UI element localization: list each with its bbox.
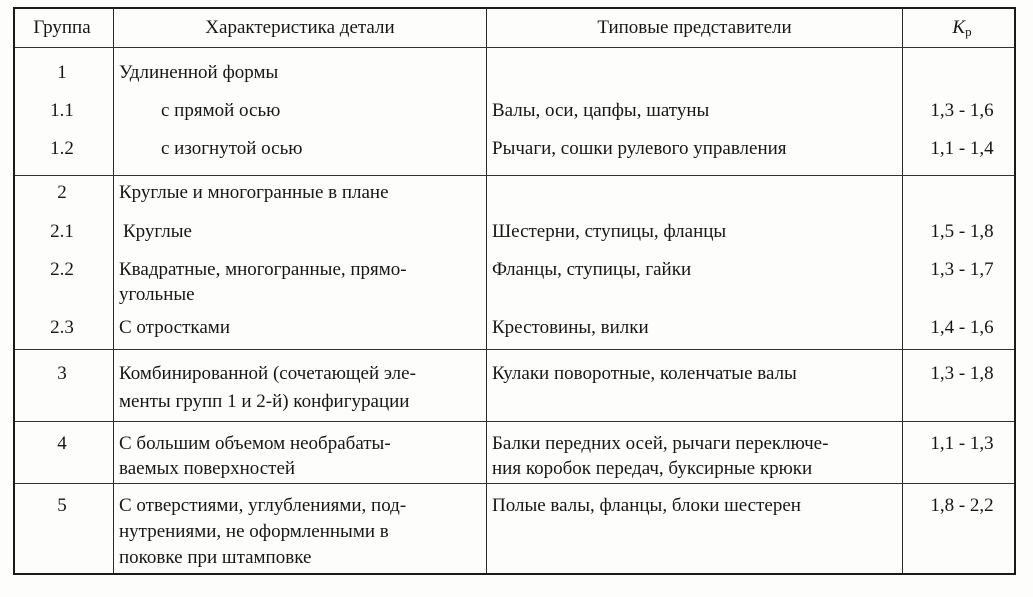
header-k-subscript: р xyxy=(965,24,972,39)
row-characteristic: С большим объемом необрабаты- xyxy=(119,433,391,454)
row-number: 1 xyxy=(57,62,67,83)
table-section-5 xyxy=(15,483,1014,573)
row-characteristic: Удлиненной формы xyxy=(119,62,279,83)
row-coefficient: 1,5 - 1,8 xyxy=(930,221,994,242)
header-k-symbol: K xyxy=(952,17,966,38)
row-representatives: Валы, оси, цапфы, шатуны xyxy=(492,100,710,121)
row-representatives: Крестовины, вилки xyxy=(492,317,649,338)
row-characteristic-cont: нутрениями, не оформленными в xyxy=(119,521,389,542)
header-characteristic: Характеристика детали xyxy=(205,17,395,38)
data-table xyxy=(13,7,1016,575)
row-characteristic: с изогнутой осью xyxy=(161,138,303,159)
row-coefficient: 1,3 - 1,6 xyxy=(930,100,994,121)
row-coefficient: 1,1 - 1,4 xyxy=(930,138,994,159)
row-representatives: Балки передних осей, рычаги переключе- xyxy=(492,433,829,454)
row-characteristic: Круглые xyxy=(123,221,192,242)
row-number: 2.1 xyxy=(50,221,74,242)
row-representatives: Шестерни, ступицы, фланцы xyxy=(492,221,727,242)
row-coefficient: 1,4 - 1,6 xyxy=(930,317,994,338)
row-coefficient: 1,3 - 1,7 xyxy=(930,259,994,280)
row-characteristic: Квадратные, многогранные, прямо- xyxy=(119,259,407,280)
row-characteristic: с прямой осью xyxy=(161,100,281,121)
table-section-3 xyxy=(15,349,1014,422)
row-characteristic-cont: угольные xyxy=(119,284,195,305)
row-characteristic: Комбинированной (сочетающей эле- xyxy=(119,363,416,384)
table-section-4 xyxy=(15,421,1014,484)
row-characteristic-cont: поковке при штамповке xyxy=(119,547,312,568)
row-number: 2.2 xyxy=(50,259,74,280)
table-section-2 xyxy=(15,175,1014,350)
row-number: 2.3 xyxy=(50,317,74,338)
row-characteristic: Круглые и многогранные в плане xyxy=(119,182,389,203)
table-section-1 xyxy=(15,47,1014,176)
row-representatives: Полые валы, фланцы, блоки шестерен xyxy=(492,495,801,516)
row-number: 3 xyxy=(57,363,67,384)
row-characteristic: С отверстиями, углублениями, под- xyxy=(119,495,407,516)
row-characteristic-cont: ваемых поверхностей xyxy=(119,458,296,479)
row-representatives: Фланцы, ступицы, гайки xyxy=(492,259,692,280)
row-number: 4 xyxy=(57,433,67,454)
row-number: 1.1 xyxy=(50,100,74,121)
row-number: 1.2 xyxy=(50,138,74,159)
row-representatives: Рычаги, сошки рулевого управления xyxy=(492,138,787,159)
row-coefficient: 1,1 - 1,3 xyxy=(930,433,994,454)
row-number: 2 xyxy=(57,182,67,203)
row-representatives-cont: ния коробок передач, буксирные крюки xyxy=(492,458,813,479)
row-coefficient: 1,8 - 2,2 xyxy=(930,495,994,516)
row-representatives: Кулаки поворотные, коленчатые валы xyxy=(492,363,797,384)
header-representatives: Типовые представители xyxy=(597,17,792,38)
row-number: 5 xyxy=(57,495,67,516)
row-characteristic-cont: менты групп 1 и 2-й) конфигурации xyxy=(119,391,410,412)
header-coefficient xyxy=(908,15,1016,45)
row-coefficient: 1,3 - 1,8 xyxy=(930,363,994,384)
header-group: Группа xyxy=(33,17,91,38)
table-header-row xyxy=(15,9,1014,48)
row-characteristic: С отростками xyxy=(119,317,230,338)
